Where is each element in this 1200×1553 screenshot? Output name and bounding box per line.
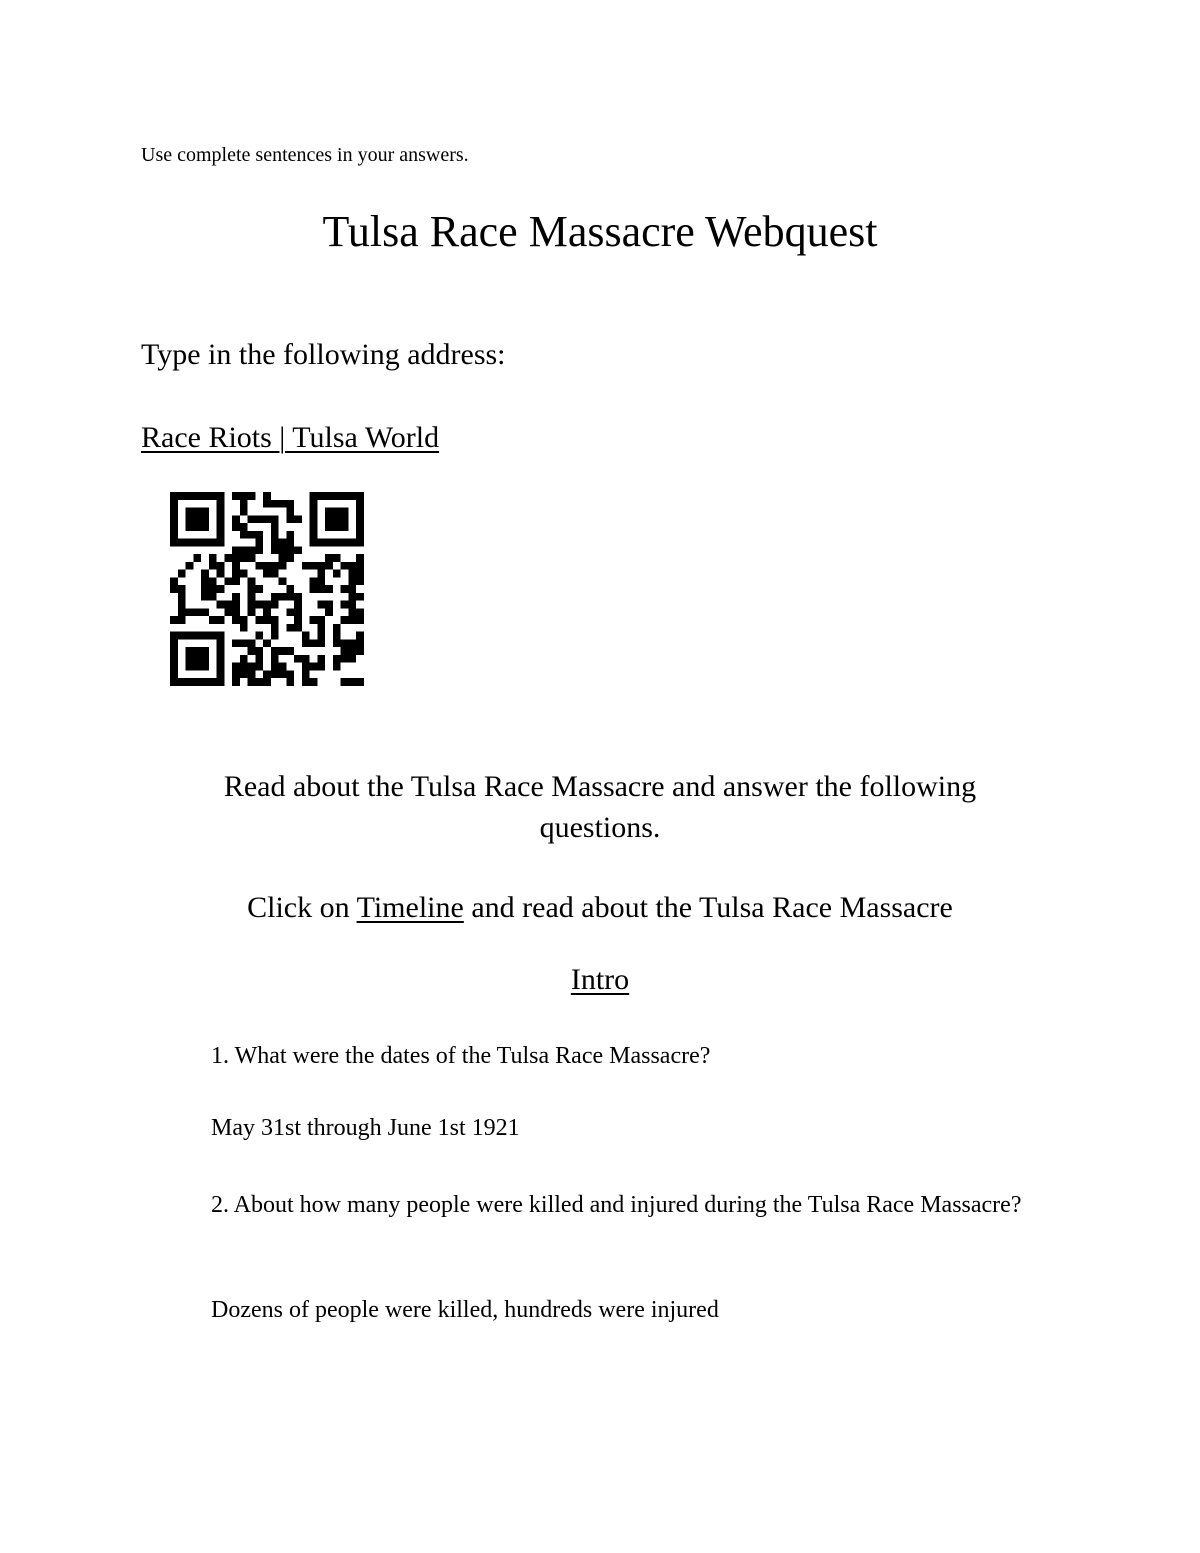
click-prefix: Click on [247,891,357,924]
intro-heading: Intro [570,963,630,996]
race-riots-link[interactable]: Race Riots | Tulsa World [141,421,440,454]
page-title: Tulsa Race Massacre Webquest [322,207,878,256]
instruction-text: Use complete sentences in your answers. [141,144,469,166]
click-timeline-text [0,891,1200,925]
timeline-link[interactable]: Timeline [356,891,464,924]
question-2: 2. About how many people were killed and injured during the Tulsa Race Massacre? [211,1192,1022,1218]
type-address-text: Type in the following address: [141,338,506,371]
answer-2: Dozens of people were killed, hundreds were injured [211,1297,719,1323]
read-about-text: Read about the Tulsa Race Massacre and answer the following questions. [223,770,977,844]
question-1: 1. What were the dates of the Tulsa Race Massacre? [211,1043,711,1069]
click-suffix: and read about the Tulsa Race Massacre [463,891,953,924]
answer-1: May 31st through June 1st 1921 [211,1115,520,1141]
qr-code-icon [170,492,364,686]
